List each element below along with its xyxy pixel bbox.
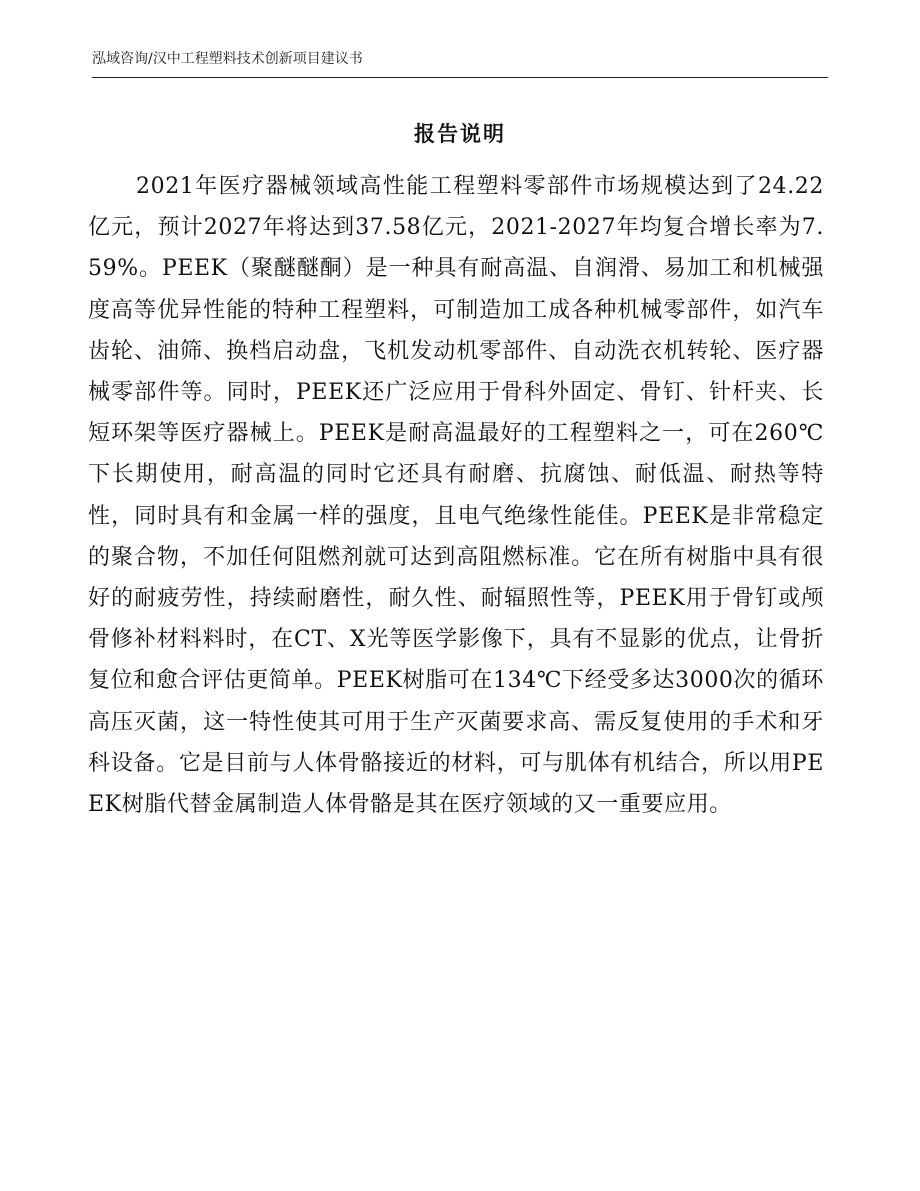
page-header: 泓域咨询/汉中工程塑料技术创新项目建议书 — [92, 51, 363, 67]
header-divider — [92, 77, 828, 78]
section-title: 报告说明 — [414, 122, 506, 146]
body-paragraph: 2021年医疗器械领域高性能工程塑料零部件市场规模达到了24.22亿元，预计2027年将达到37.58亿元，2021-2027年均复合增长率为7.59%。PEEK（聚醚醚酮）是一种具有耐高温、自润滑、易加工和机械强度高等优异性能的特种工程塑料，可制造加工成各种机械零部件，如汽车齿轮、油筛、换档启动盘，飞机发动机零部件、自动洗衣机转轮、医疗器械零部件等。同时，PEEK还广泛应用于骨科外固定、骨钉、针杆夹、长短环架等医疗器械上。PEEK是耐高温最好的工程塑料之一，可在260℃下长期使用，耐高温的同时它还具有耐磨、抗腐蚀、耐低温、耐热等特性，同时具有和金属一样的强度，且电气绝缘性能佳。PEEK是非常稳定的聚合物，不加任何阻燃剂就可达到高阻燃标准。它在所有树脂中具有很好的耐疲劳性，持续耐磨性，耐久性、耐辐照性等，PEEK用于骨钉或颅骨修补材料料时，在CT、X光等医学影像下，具有不显影的优点，让骨折复位和愈合评估更简单。PEEK树脂可在134℃下经受多达3000次的循环高压灭菌，这一特性使其可用于生产灭菌要求高、需反复使用的手术和牙科设备。它是目前与人体骨骼接近的材料，可与肌体有机结合，所以用PEEK树脂代替金属制造人体骨骼是其在医疗领域的又一重要应用。 — [88, 174, 824, 818]
